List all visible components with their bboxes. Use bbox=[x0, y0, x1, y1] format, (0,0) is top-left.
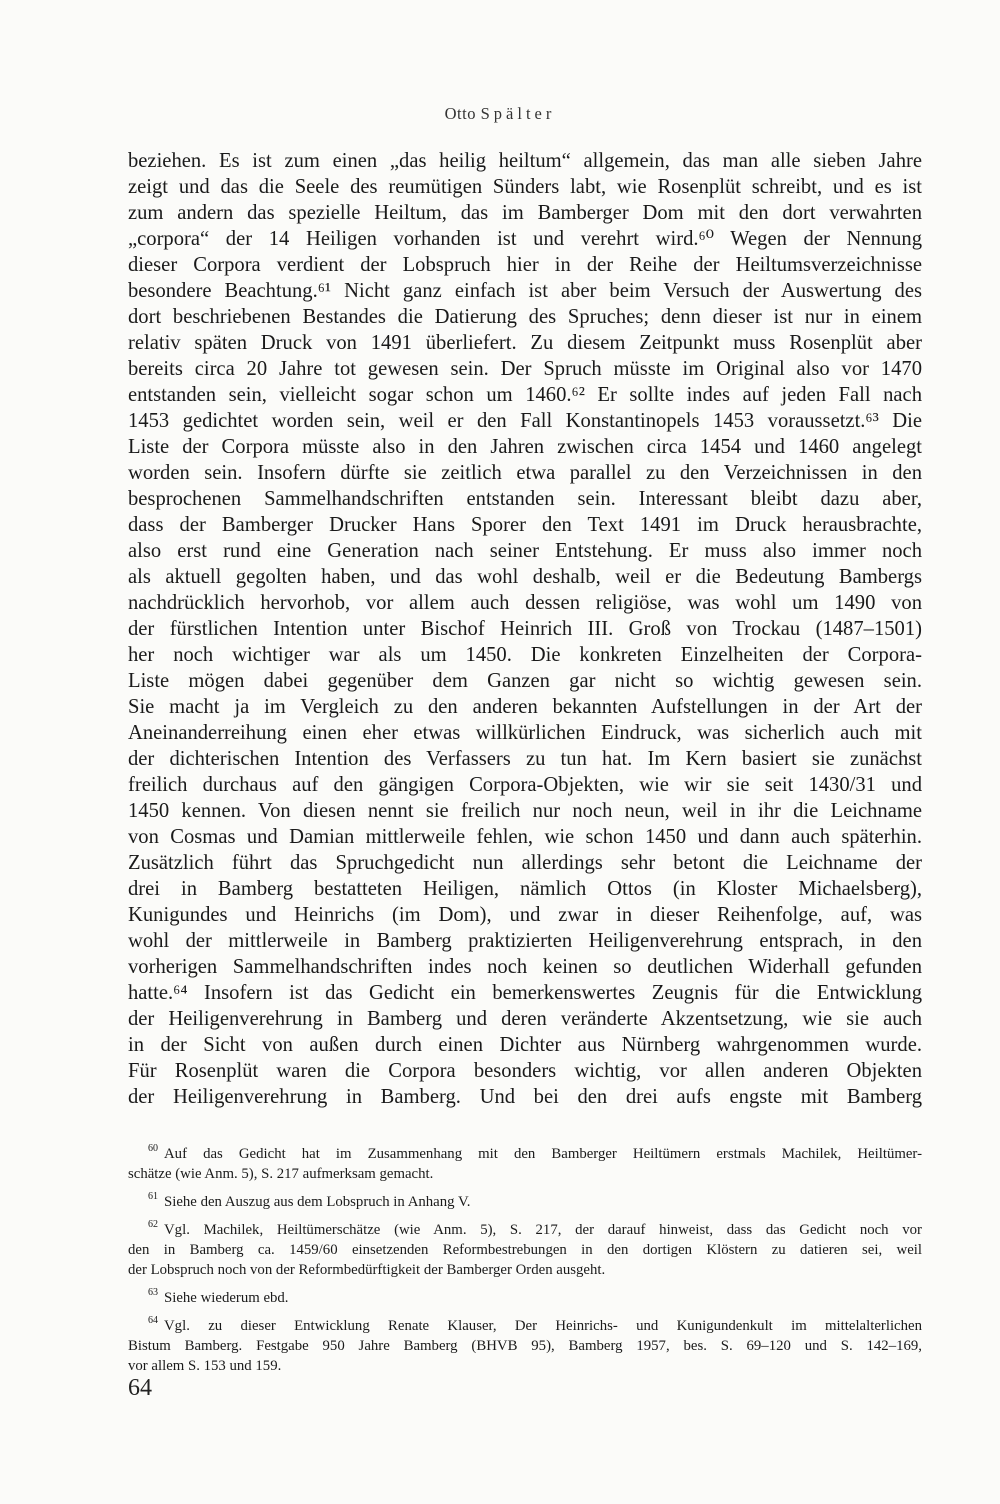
body-line: also erst rund eine Generation nach seiner Entstehung. Er muss also immer noch bbox=[128, 540, 922, 562]
body-line: der dichterischen Intention des Verfassers zu tun hat. Im Kern basiert sie zunächst bbox=[128, 748, 922, 770]
footnote bbox=[128, 1144, 922, 1184]
body-line: bereits circa 20 Jahre tot gewesen sein. Der Spruch müsste im Original also vor 1470 bbox=[128, 358, 922, 380]
body-line: zeigt und das die Seele des reumütigen Sünders labt, wie Rosenplüt schreibt, und es ist bbox=[128, 176, 922, 198]
body-line: worden sein. Insofern dürfte sie zeitlich etwa parallel zu den Verzeichnissen in den bbox=[128, 462, 922, 484]
body-line: Für Rosenplüt waren die Corpora besonders wichtig, vor allen anderen Objekten bbox=[128, 1060, 922, 1082]
footnote-line bbox=[128, 1356, 922, 1376]
footnote-number: 61 bbox=[148, 1191, 158, 1202]
body-line: her noch wichtiger war als um 1450. Die konkreten Einzelheiten der Corpora- bbox=[128, 644, 922, 666]
footnote bbox=[128, 1220, 922, 1280]
body-line: der fürstlichen Intention unter Bischof Heinrich III. Groß von Trockau (1487–1501) bbox=[128, 618, 922, 640]
body-line: wohl der mittlerweile in Bamberg praktizierten Heiligenverehrung entsprach, in den bbox=[128, 930, 922, 952]
footnote-text: Vgl. zu dieser Entwicklung Renate Klauser, Der Heinrichs- und Kunigundenkult im mittelalterlichen bbox=[164, 1318, 922, 1334]
body-line: Liste mögen dabei gegenüber dem Ganzen gar nicht so wichtig gewesen sein. bbox=[128, 670, 922, 692]
body-line: in der Sicht von außen durch einen Dichter aus Nürnberg wahrgenommen wurde. bbox=[128, 1034, 922, 1056]
body-line: dass der Bamberger Drucker Hans Sporer den Text 1491 im Druck herausbrachte, bbox=[128, 514, 922, 536]
footnote bbox=[128, 1316, 922, 1376]
author-first-name: Otto bbox=[444, 104, 476, 123]
footnote-text: der Lobspruch noch von der Reformbedürftigkeit der Bamberger Orden ausgeht. bbox=[128, 1262, 606, 1278]
body-line: Sie macht ja im Vergleich zu den anderen bekannten Aufstellungen in der Art der bbox=[128, 696, 922, 718]
body-line: relativ späten Druck von 1491 überliefert. Zu diesem Zeitpunkt muss Rosenplüt aber bbox=[128, 332, 922, 354]
body-line: nachdrücklich hervorhob, vor allem auch dessen religiöse, was wohl um 1490 von bbox=[128, 592, 922, 614]
footnote-text: vor allem S. 153 und 159. bbox=[128, 1358, 282, 1374]
footnote-text: Siehe wiederum ebd. bbox=[164, 1290, 289, 1306]
body-line: dieser Corpora verdient der Lobspruch hier in der Reihe der Heiltumsverzeichnisse bbox=[128, 254, 922, 276]
footnote-number: 63 bbox=[148, 1287, 158, 1298]
body-line: beziehen. Es ist zum einen „das heilig heiltum“ allgemein, das man alle sieben Jahre bbox=[128, 150, 922, 172]
footnote-line bbox=[128, 1336, 922, 1356]
body-line: hatte.⁶⁴ Insofern ist das Gedicht ein bemerkenswertes Zeugnis für die Entwicklung bbox=[128, 982, 922, 1004]
footnote-line bbox=[128, 1316, 922, 1336]
running-head bbox=[0, 104, 1000, 124]
footnote-number: 60 bbox=[148, 1143, 158, 1154]
body-line: freilich durchaus auf den gängigen Corpora-Objekten, wie wir sie seit 1430/31 und bbox=[128, 774, 922, 796]
body-line: Aneinanderreihung einen eher etwas willkürlichen Eindruck, was sicherlich auch mit bbox=[128, 722, 922, 744]
footnote-line bbox=[128, 1260, 922, 1280]
footnote-text: Auf das Gedicht hat im Zusammenhang mit den Bamberger Heiltümern erstmals Machilek, Heiltümer- bbox=[164, 1146, 922, 1162]
footnote-number: 64 bbox=[148, 1315, 158, 1326]
body-line: Zusätzlich führt das Spruchgedicht nun allerdings sehr betont die Leichname der bbox=[128, 852, 922, 874]
body-line: dort beschriebenen Bestandes die Datierung des Spruches; denn dieser ist nur in einem bbox=[128, 306, 922, 328]
body-line: besprochenen Sammelhandschriften entstanden sein. Interessant bleibt dazu aber, bbox=[128, 488, 922, 510]
footnote bbox=[128, 1288, 922, 1308]
body-line: Kunigundes und Heinrichs (im Dom), und zwar in dieser Reihenfolge, auf, was bbox=[128, 904, 922, 926]
body-line: drei in Bamberg bestatteten Heiligen, nämlich Ottos (in Kloster Michaelsberg), bbox=[128, 878, 922, 900]
body-line: zum andern das spezielle Heiltum, das im Bamberger Dom mit den dort verwahrten bbox=[128, 202, 922, 224]
footnotes bbox=[128, 1144, 922, 1376]
body-line: als aktuell gegolten haben, und das wohl deshalb, weil er die Bedeutung Bambergs bbox=[128, 566, 922, 588]
footnote-text: Bistum Bamberg. Festgabe 950 Jahre Bamberg (BHVB 95), Bamberg 1957, bes. S. 69–120 und S. 142–169, bbox=[128, 1338, 922, 1354]
body-text bbox=[128, 148, 922, 1110]
body-line: besondere Beachtung.⁶¹ Nicht ganz einfach ist aber beim Versuch der Auswertung des bbox=[128, 280, 922, 302]
body-line: von Cosmas und Damian mittlerweile fehlen, wie schon 1450 und dann auch späterhin. bbox=[128, 826, 922, 848]
body-line: der Heiligenverehrung in Bamberg. Und bei den drei aufs engste mit Bamberg bbox=[128, 1086, 922, 1108]
footnote-line bbox=[128, 1192, 922, 1212]
body-line: der Heiligenverehrung in Bamberg und deren veränderte Akzentsetzung, wie sie auch bbox=[128, 1008, 922, 1030]
footnote bbox=[128, 1192, 922, 1212]
footnote-text: Vgl. Machilek, Heiltümerschätze (wie Anm. 5), S. 217, der darauf hinweist, dass das Gedicht noch vor bbox=[164, 1222, 922, 1238]
footnote-line bbox=[128, 1164, 922, 1184]
footnote-number: 62 bbox=[148, 1219, 158, 1230]
footnote-line bbox=[128, 1144, 922, 1164]
body-line: 1450 kennen. Von diesen nennt sie freilich nur noch neun, weil in ihr die Leichname bbox=[128, 800, 922, 822]
body-line: „corpora“ der 14 Heiligen vorhanden ist und verehrt wird.⁶⁰ Wegen der Nennung bbox=[128, 228, 922, 250]
author-last-name: Spälter bbox=[480, 104, 556, 123]
page-number: 64 bbox=[128, 1375, 152, 1401]
body-line: 1453 gedichtet worden sein, weil er den Fall Konstantinopels 1453 voraussetzt.⁶³ Die bbox=[128, 410, 922, 432]
body-line: entstanden sein, vielleicht sogar schon um 1460.⁶² Er sollte indes auf jeden Fall nach bbox=[128, 384, 922, 406]
footnote-line bbox=[128, 1240, 922, 1260]
body-line: vorherigen Sammelhandschriften indes noch keinen so deutlichen Widerhall gefunden bbox=[128, 956, 922, 978]
footnote-text: den in Bamberg ca. 1459/60 einsetzenden Reformbestrebungen in den dortigen Klöstern zu datieren sei, weil bbox=[128, 1242, 922, 1258]
body-line: Liste der Corpora müsste also in den Jahren zwischen circa 1454 und 1460 angelegt bbox=[128, 436, 922, 458]
footnote-text: schätze (wie Anm. 5), S. 217 aufmerksam gemacht. bbox=[128, 1166, 434, 1182]
footnote-text: Siehe den Auszug aus dem Lobspruch in Anhang V. bbox=[164, 1194, 471, 1210]
footnote-line bbox=[128, 1288, 922, 1308]
footnote-line bbox=[128, 1220, 922, 1240]
